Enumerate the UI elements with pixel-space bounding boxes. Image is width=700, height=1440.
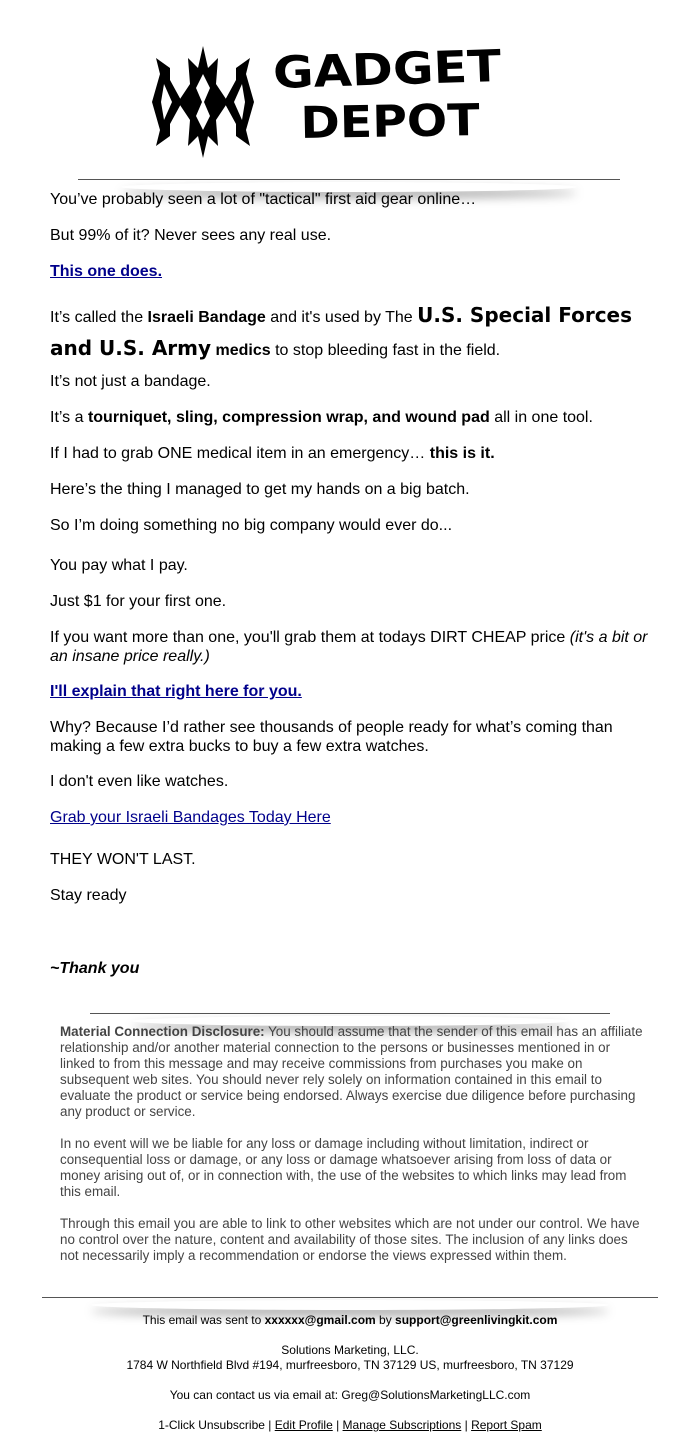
this-one-does-link[interactable]: This one does. — [50, 263, 163, 280]
text: You should assume that the sender of this email has an affiliate relationship and/or another material connection to the persons or businesses mentioned in or linked to from this message and may receive commissions from purchases you make on subsequent web sites. You should never rely solely on information contained in this email to evaluate the product or service being endorsed. Always exercise due diligence before purchasing any product or service. — [60, 1024, 643, 1119]
liability-paragraph: In no event will we be liable for any loss or damage including without limitation, indirect or consequential loss or damage, or any loss or damage whatsoever arising from loss of data or money arising out of, or in connection with, the use of the websites to which links may lead from this email. — [60, 1136, 627, 1199]
signoff: ~Thank you — [50, 960, 140, 977]
manage-subscriptions-link[interactable]: Manage Subscriptions — [342, 1418, 462, 1432]
paragraph: Why? Because I’d rather see thousands of people ready for what’s coming than making a few extra bucks to buy a few extra watches. — [50, 719, 613, 755]
paragraph: So I’m doing something no big company would ever do... — [50, 517, 453, 534]
paragraph — [50, 408, 593, 427]
sender-email: support@greenlivingkit.com — [395, 1313, 558, 1327]
paragraph: Stay ready — [50, 887, 127, 904]
company-address: 1784 W Northfield Blvd #194, murfreesboro, TN 37129 US, murfreesboro, TN 37129 — [126, 1358, 574, 1372]
edit-profile-link[interactable]: Edit Profile — [274, 1418, 333, 1432]
paragraph: Just $1 for your first one. — [50, 593, 227, 610]
paragraph — [50, 444, 495, 463]
paragraph: It’s not just a bandage. — [50, 373, 211, 390]
sent-to-line — [0, 1313, 700, 1328]
emphasis: Israeli Bandage — [147, 309, 266, 326]
text: If you want more than one, you'll grab them at todays DIRT CHEAP price — [50, 629, 570, 646]
company-name: Solutions Marketing, LLC. — [281, 1343, 419, 1357]
logo-line-depot: DEPOT — [300, 95, 480, 149]
unsubscribe-link[interactable]: 1-Click Unsubscribe — [158, 1418, 265, 1432]
paragraph — [50, 682, 302, 701]
logo-line-gadget: GADGET — [272, 40, 502, 99]
emphasis: medics — [211, 342, 271, 359]
text: and it's used by The — [265, 309, 418, 326]
recipient-email: xxxxxx@gmail.com — [264, 1313, 376, 1327]
paragraph: You’ve probably seen a lot of "tactical" first aid gear online… — [50, 191, 477, 208]
grab-bandages-link[interactable]: Grab your Israeli Bandages Today Here — [50, 809, 331, 826]
footer-divider — [42, 1297, 658, 1298]
paragraph: But 99% of it? Never sees any real use. — [50, 227, 332, 244]
paragraph — [50, 300, 650, 366]
disclosure-paragraph — [60, 1024, 646, 1120]
explain-link[interactable]: I'll explain that right here for you. — [50, 683, 302, 700]
text: It’s called the — [50, 309, 148, 326]
paragraph: Here’s the thing I managed to get my hands on a big batch. — [50, 481, 470, 498]
separator: | — [332, 1418, 343, 1432]
external-links-paragraph: Through this email you are able to link to other websites which are not under our control. We have no control over the nature, content and availability of those sites. The inclusion of any links does not necessarily imply a recommendation or endorse the views expressed within them. — [60, 1216, 640, 1263]
material-disclosure — [60, 1024, 646, 1264]
logo-wordmark — [272, 40, 508, 158]
text: If I had to grab ONE medical item in an emergency… — [50, 445, 430, 462]
italic-note: (it's a bit or an insane price really.) — [50, 629, 648, 665]
contact-line: You can contact us via email at: Greg@SolutionsMarketingLLC.com — [169, 1388, 531, 1402]
emphasis-large: U.S. Special Forces and U.S. Army — [50, 303, 633, 360]
text: by — [375, 1313, 396, 1327]
report-spam-link[interactable]: Report Spam — [471, 1418, 542, 1432]
emphasis: this is it. — [429, 445, 495, 462]
brand-logo — [148, 40, 508, 164]
text: This email was sent to — [142, 1313, 265, 1327]
emphasis: tourniquet, sling, compression wrap, and wound pad — [87, 409, 490, 426]
paragraph — [50, 628, 655, 666]
disclosure-divider — [90, 1013, 610, 1014]
text: It’s a — [50, 409, 88, 426]
text: to stop bleeding fast in the field. — [270, 342, 501, 359]
header-divider — [78, 179, 620, 180]
text: all in one tool. — [489, 409, 593, 426]
separator: | — [264, 1418, 275, 1432]
paragraph: THEY WON'T LAST. — [50, 851, 196, 868]
paragraph: I don't even like watches. — [50, 773, 229, 790]
paragraph — [50, 808, 331, 827]
separator: | — [461, 1418, 472, 1432]
disclosure-title: Material Connection Disclosure: — [60, 1024, 265, 1039]
paragraph — [50, 262, 162, 281]
paragraph: You pay what I pay. — [50, 557, 188, 574]
email-footer — [0, 1313, 700, 1433]
footer-links — [0, 1418, 700, 1433]
gadget-depot-monogram-icon — [148, 44, 258, 160]
